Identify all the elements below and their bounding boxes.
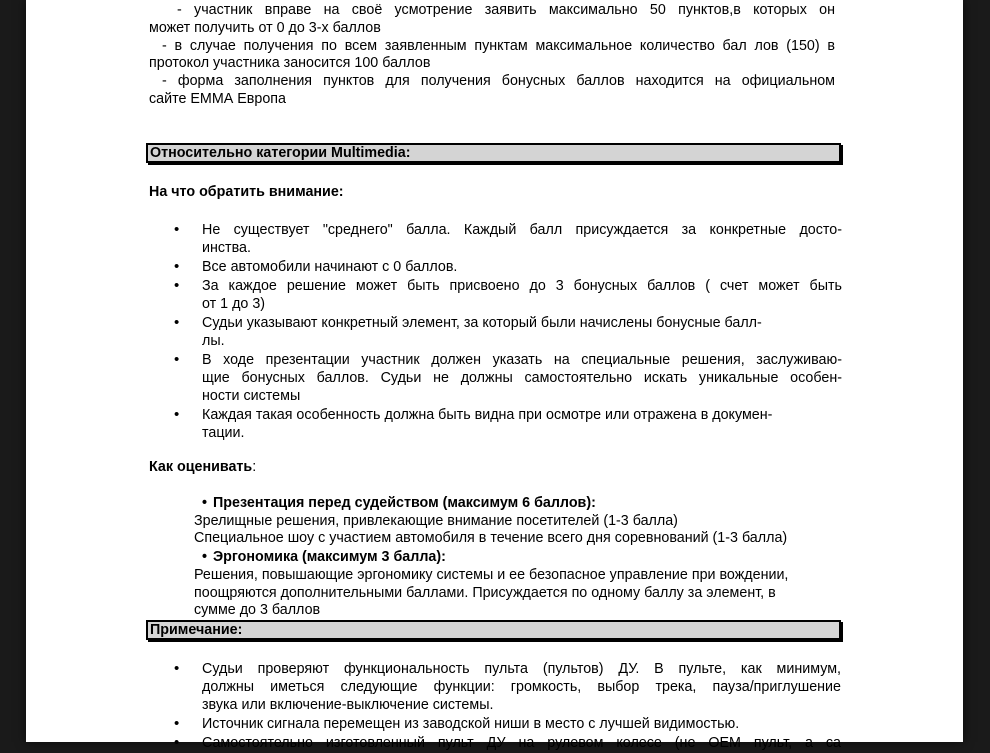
- intro-line-6: сайте ЕММА Европа: [149, 91, 286, 107]
- intro-line-4: протокол участника заносится 100 баллов: [149, 55, 431, 71]
- note-bullet-list: [202, 660, 841, 753]
- presentation-criterion-title: • Презентация перед судейством (максимум 6 баллов):: [213, 494, 596, 512]
- intro-line-2: может получить от 0 до 3-х баллов: [149, 20, 381, 36]
- ergonomics-line-1: Решения, повышающие эргономику системы и ее безопасное управление при вождении,: [194, 567, 789, 583]
- list-item: • За каждое решение может быть присвоено до 3 бонусных баллов ( счет может быть от 1 до 3): [202, 277, 842, 313]
- ergonomics-line-2: поощряются дополнительными баллами. Присуждается по одному баллу за элемент, в: [194, 585, 776, 601]
- list-item: • Самостоятельно изготовленный пульт ДУ на рулевом колесе (не OEM пульт, а са: [202, 734, 841, 752]
- attention-heading: На что обратить внимание:: [149, 184, 344, 200]
- note-section-header: Примечание:: [146, 620, 841, 640]
- intro-line-3: - в случае получения по всем заявленным пунктам максимальное количество бал лов (150) в: [162, 38, 835, 54]
- attention-bullet-list: [202, 221, 842, 443]
- list-item: • Не существует "среднего" балла. Каждый балл присуждается за конкретные досто- инства.: [202, 221, 842, 257]
- list-item: • Все автомобили начинают с 0 баллов.: [202, 258, 842, 276]
- presentation-line-2: Специальное шоу с участием автомобиля в течение всего дня соревнований (1-3 балла): [194, 530, 788, 546]
- multimedia-section-header: Относительно категории Multimedia:: [146, 143, 841, 163]
- intro-line-1: - участник вправе на своё усмотрение заявить максимально 50 пунктов,в которых он: [177, 2, 835, 18]
- list-item: • Судьи указывают конкретный элемент, за который были начислены бонусные балл- лы.: [202, 314, 842, 350]
- list-item: • Судьи проверяют функциональность пульта (пультов) ДУ. В пульте, как минимум, должны иметься следующие функции: громкость, выбор трека, пауза/приглушение звука или включение-выключение системы.: [202, 660, 841, 714]
- list-item: • Каждая такая особенность должна быть видна при осмотре или отражена в докумен- тации.: [202, 406, 842, 442]
- ergonomics-line-3: сумме до 3 баллов: [194, 602, 321, 618]
- evaluate-heading: Как оценивать:: [149, 459, 257, 475]
- document-page: [26, 0, 963, 751]
- presentation-line-1: Зрелищные решения, привлекающие внимание посетителей (1-3 балла): [194, 513, 678, 529]
- list-item: • Источник сигнала перемещен из заводской ниши в место с лучшей видимостью.: [202, 715, 841, 733]
- ergonomics-criterion-title: • Эргономика (максимум 3 балла):: [213, 548, 446, 566]
- intro-line-5: - форма заполнения пунктов для получения бонусных баллов находится на официальном: [162, 73, 835, 89]
- list-item: • В ходе презентации участник должен указать на специальные решения, заслуживаю- щие бонусных баллов. Судьи не должны самостоятельно искать уникальные особен- ности системы: [202, 351, 842, 405]
